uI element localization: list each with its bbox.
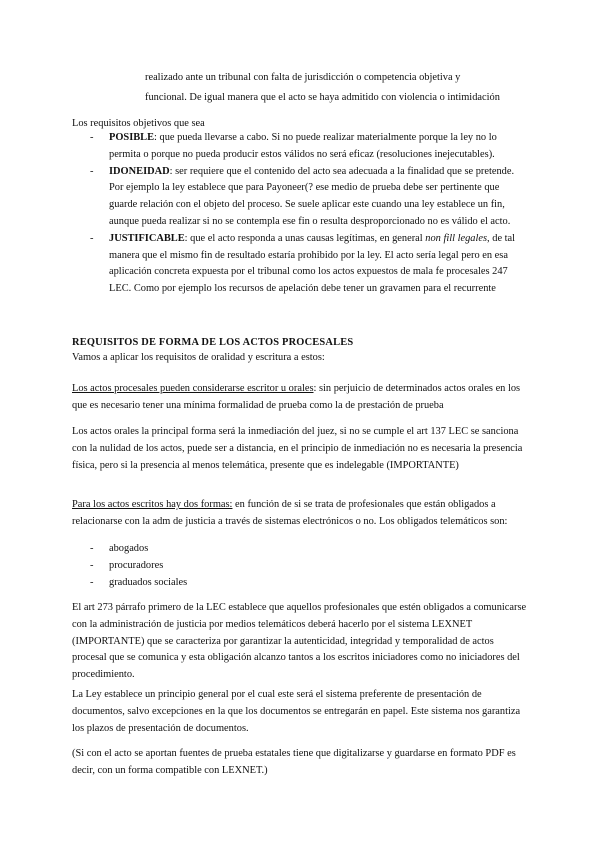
section-heading: REQUISITOS DE FORMA DE LOS ACTOS PROCESALES	[72, 337, 354, 348]
paragraph-escritor-orales	[72, 381, 530, 415]
paragraph-art-273: El art 273 párrafo primero de la LEC establece que aquellos profesionales que estén obligados a comunicarse con la administración de justicia por medios telemáticos deberá hacerlo por el sistema LEXNET (IMPORTANTE) que se caracteriza por garantizar la autenticidad, integridad y temporalidad de actos procesal que se comunica y esta obligación alcanzo tantos a los escritos iniciadores como no iniciadores del procedimiento.	[72, 602, 527, 681]
paragraph-fuentes-prueba: (Si con el acto se aportan fuentes de prueba estatales tiene que digitalizarse y guardarse en formato PDF es decir, con un forma compatible con LEXNET.)	[72, 748, 516, 776]
paragraph-text: en función de si se trata de profesionales que están obligados a relacionarse con la adm de justicia a través de sistemas electrónicos o no. Los obligados telemáticos son:	[72, 499, 508, 527]
list-item-idoneidad	[90, 164, 530, 231]
text-justificable-1: : que el acto responda a unas causas legítimas, en general	[184, 232, 426, 244]
carry-over-line-2: funcional. De igual manera que el acto se haya admitido con violencia o intimidación	[145, 91, 500, 103]
paragraph-actos-orales: Los actos orales la principal forma será la inmediación del juez, si no se cumple el art 137 LEC se sanciona con la nulidad de los actos, puede ser a distancia, en el principio de inmediación no es necesaria la presencia física, pero si la presencia al menos telemática, presente que es indelegable (IMPORTANTE)	[72, 426, 523, 471]
list-item: - abogados	[90, 541, 530, 558]
text-idoneidad: : ser requiere que el contenido del acto sea adecuada a la finalidad que se pretende. Por ejemplo la ley establece que para Payoneer(? ese medio de prueba debe ser pertinente que guarde relación con el objeto del proceso. Se suele aplicar este cuando una ley establece un fin, aunque pueda realizar si no se contempla ese fin o resulta desproporcionado no es válido el acto.	[109, 165, 515, 227]
text-justificable-2: , de tal manera que el mismo fin de resultado estaría prohibido por la ley. El acto sería legal pero en esa aplicación concreta expuesta por el tribunal como los actos expuestos de mala fe procesales 247 LEC. Como por ejemplo los recursos de apelación debe tener un gravamen para el recurrente	[109, 232, 516, 295]
text-posible: : que pueda llevarse a cabo. Si no puede realizar materialmente porque la ley no lo permita o porque no pueda producir estos válidos no será eficaz (resoluciones inejecutables).	[109, 132, 497, 160]
underlined-phrase: Los actos procesales pueden considerarse escritor u orales	[72, 383, 314, 394]
paragraph-actos-escritos	[72, 497, 530, 531]
paragraph-principio-general: La Ley establece un principio general por el cual este será el sistema preferente de presentación de documentos, salvo excepciones en la que los documentos se entregarán en papel. Este sistema nos garantiza los plazos de presentación de documentos.	[72, 689, 521, 734]
list-item: - procuradores	[90, 558, 530, 575]
list-item-posible	[90, 130, 530, 164]
term-idoneidad: IDONEIDAD	[109, 165, 170, 177]
carry-over-line-1: realizado ante un tribunal con falta de jurisdicción o competencia objetiva y	[145, 72, 461, 83]
paragraph-text: : sin perjuicio de determinados actos orales en los que es necesario tener una mínima formalidad de prueba como la de prestación de prueba	[72, 383, 521, 411]
term-posible: POSIBLE	[109, 132, 155, 143]
underlined-phrase: Para los actos escritos hay dos formas:	[72, 499, 233, 510]
obligados-list	[90, 541, 530, 591]
objetivos-intro: Los requisitos objetivos que sea	[72, 118, 205, 129]
list-item-justificable	[90, 231, 530, 298]
term-justificable: JUSTIFICABLE	[109, 232, 185, 244]
text-justificable-italic: non fill legales	[425, 232, 488, 244]
carry-over-paragraph	[145, 70, 530, 107]
forma-intro: Vamos a aplicar los requisitos de oralidad y escritura a estos:	[72, 352, 325, 363]
list-item: - graduados sociales	[90, 575, 530, 592]
objetivos-list	[90, 130, 530, 298]
